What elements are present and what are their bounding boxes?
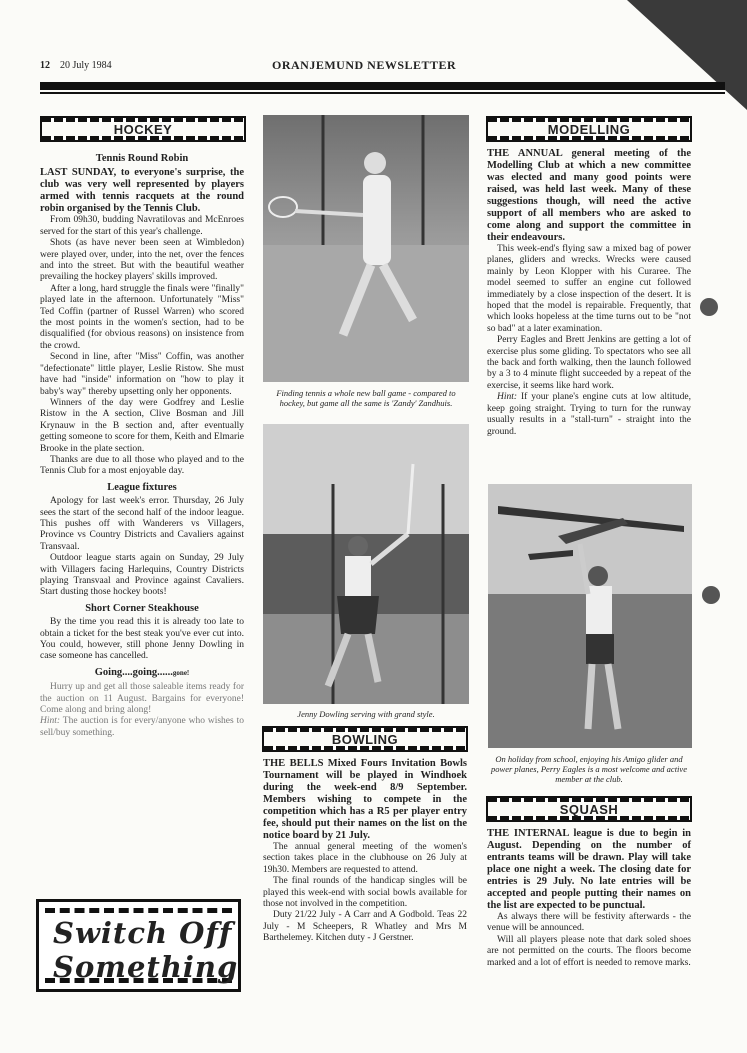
steakhouse-subhead: Short Corner Steakhouse	[85, 602, 199, 614]
bowling-paragraph: Duty 21/22 July - A Carr and A Godbold. Teas 22 July - M Scheepers, R Whatley and Mrs M Barthelemey. Kitchen duty - J Gerstner.	[263, 910, 467, 944]
header-rule	[40, 82, 725, 90]
league-subhead: League fixtures	[107, 481, 177, 493]
glider-caption: On holiday from school, enjoying his Amigo glider and power planes, Perry Eagles is a most welcome and active member at the club.	[491, 754, 687, 784]
hockey-paragraph: Shots (as have never been seen at Wimbledon) were played over, under, into the net, over the fences and into the street. But with the beautiful weather prevailing the hockey players' skills improved.	[40, 238, 244, 283]
auction-paragraph: Hurry up and get all those saleable items ready for the auction on 11 August. Bargains for everyone! Come along and bring along!	[40, 682, 244, 716]
tennis-subhead: Tennis Round Robin	[95, 153, 189, 164]
league-paragraph: Outdoor league starts again on Sunday, 29 July with Villagers facing Harlequins, Country Districts playing Transvaal and Province against Cavaliers. Start dusting those hockey boots!	[40, 553, 244, 598]
squash-article	[487, 828, 691, 969]
hockey-paragraph: After a long, hard struggle the finals were "finally" played late in the afternoon. Unfortunately "Miss" Ted Coffin (partner of Russel Warren) who scored the most points in the women's section, had to be disqualified (for obvious reasons) on insistence from the crowd.	[40, 283, 244, 351]
page-number: 12	[40, 60, 50, 71]
glider-photo	[488, 484, 692, 748]
bowling-banner: BOWLING	[262, 726, 468, 752]
hockey-paragraph: Second in line, after "Miss" Coffin, was another "defectionate" little player, Leslie Ristow. She must have had "inside" information on "how to play it baby's way" thereby upsetting only her opponents.	[40, 352, 244, 397]
newsletter-title: ORANJEMUND NEWSLETTER	[272, 58, 457, 72]
switch-line-2: Something	[53, 950, 239, 984]
squash-paragraph: As always there will be festivity afterwards - the venue will be announced.	[487, 912, 691, 934]
issue-date: 20 July 1984	[60, 60, 112, 71]
jenny-caption: Jenny Dowling serving with grand style.	[297, 709, 435, 719]
modelling-lead: THE ANNUAL general meeting of the Modelling Club at which a new committee was elected and many good points were raised, was held last week. Many of these suggestions though, will need the active support of all members who are asked to come along and support the committee in their endeavours.	[487, 148, 691, 243]
tennis-photo	[263, 115, 469, 382]
squash-lead: THE INTERNAL league is due to begin in August. Depending on the number of entrants teams will be drawn. Play will take place one night a week. The closing date for entries is 29 July. No late entries will be accepted and people putting their names on the list are expected to be punctual.	[487, 828, 691, 911]
modelling-banner: MODELLING	[486, 116, 692, 142]
hockey-paragraph: Winners of the day were Godfrey and Leslie Ristow in the A section, Clive Bosman and Jill Krynauw in the B section and, after eventually getting someone to score for them, Keith and Elmarie Brooke in the plate section.	[40, 397, 244, 454]
squash-paragraph: Will all players please note that dark soled shoes are not permitted on the courts. The floors become marked and a lot of effort is needed to remove marks.	[487, 934, 691, 968]
hockey-lead: LAST SUNDAY, to everyone's surprise, the club was very well represented by players armed with tennis racquets at the round robin organised by the Tennis Club.	[40, 167, 244, 215]
modelling-article	[487, 148, 691, 438]
hockey-paragraph: Thanks are due to all those who played and to the Tennis Club for a most enjoyable day.	[40, 454, 244, 477]
bowling-paragraph: The annual general meeting of the women's section takes place in the clubhouse on 26 July at 19h30. Members are requested to attend.	[263, 842, 467, 875]
modelling-hint: Hint: If your plane's engine cuts at low altitude, keep going straight. Trying to turn for the runway usually results in a "stall-turn" - straight into the ground.	[487, 392, 691, 437]
auction-subhead: Going....going......gone!	[94, 666, 190, 678]
switch-off-something-graphic	[36, 899, 241, 992]
page-header	[40, 58, 730, 74]
auction-hint: Hint: The auction is for every/anyone who wishes to sell/buy something.	[40, 716, 244, 738]
squash-banner: SQUASH	[486, 796, 692, 822]
glider-boy-figure	[488, 484, 692, 748]
bowling-paragraph: The final rounds of the handicap singles will be played this week-end with social bowls available for those not involved in the competition.	[263, 876, 467, 910]
bowling-article	[263, 758, 467, 945]
tennis-player-figure	[263, 115, 469, 382]
hockey-article	[40, 149, 244, 739]
modelling-paragraph: Perry Eagles and Brett Jenkins are getting a lot of exercise plus some gliding. To spectators who see all the back and forth walking, then the launch followed by a 3 to 4 minute flight succeeded by a repeat of the exercise, it seems like hard work.	[487, 335, 691, 391]
switch-line-1: Switch Off	[53, 916, 233, 950]
hockey-paragraph: From 09h30, budding Navratilovas and McEnroes served for the start of this year's challenge.	[40, 215, 244, 237]
tennis-caption: Finding tennis a whole new ball game - compared to hockey, but game all the same is 'Zandy' Zandhuis.	[276, 388, 456, 408]
punch-hole	[700, 298, 718, 316]
bowling-lead: THE BELLS Mixed Fours Invitation Bowls Tournament will be played in Windhoek during the week-end 8/9 September. Members wishing to compete in the competition which has a R5 per player entry fee, should put their names on the list on the notice board by 21 July.	[263, 758, 467, 841]
punch-hole	[702, 586, 720, 604]
steakhouse-paragraph: By the time you read this it is already too late to obtain a ticket for the best steak you've ever cut into. You could, however, still phone Jenny Dowling in case someone has cancelled.	[40, 617, 244, 662]
jenny-photo	[263, 424, 469, 704]
modelling-paragraph: This week-end's flying saw a mixed bag of power planes, gliders and wrecks. Wrecks were caused mainly by Leon Klopper with his Curaree. The model seemed to suffer an engine cut followed immediately by a close inspection of the desert. It is hoped that the model is repairable. Frequently, that which looks hopeless at the time turns out to be "not so bad" at a later examination.	[487, 244, 691, 334]
header-rule-thin	[40, 92, 725, 94]
hockey-banner: HOCKEY	[40, 116, 246, 142]
hockey-player-figure	[263, 424, 469, 704]
league-paragraph: Apology for last week's error. Thursday, 26 July sees the start of the second half of the indoor league. This pushes off with Wanderers vs Villagers, Province vs Country Districts and Cavaliers against Transvaal.	[40, 496, 244, 552]
